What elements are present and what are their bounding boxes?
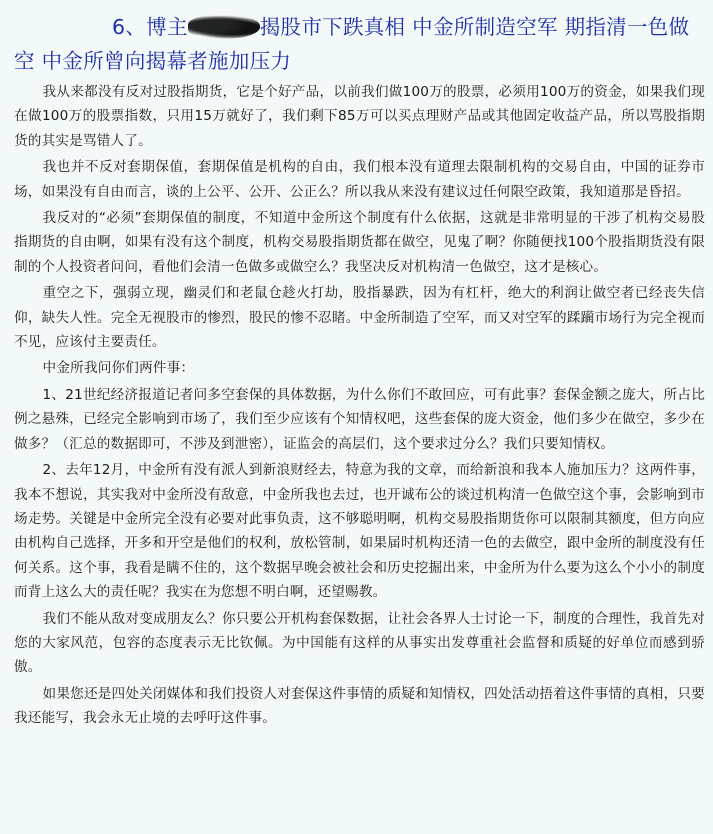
paragraph-1: 我从来都没有反对过股指期货，它是个好产品，以前我们做100万的股票，必须用100万的资金，如果我们现在做100万的股票指数，只用15万就好了，我们剩下85万可以买点理财产品或其他固定收益产品，所以骂股指期货的其实是骂错人了。 bbox=[14, 84, 705, 149]
paragraph-2: 我也并不反对套期保值，套期保值是机构的自由，我们根本没有道理去限制机构的交易自由，中国的证券市场，如果没有自由而言，谈的上公平、公开、公正么？所以我从来没有建议过任何限空政策，我知道那是昏招。 bbox=[14, 159, 705, 200]
paragraph-7: 2、去年12月，中金所有没有派人到新浪财经去，特意为我的文章，而给新浪和我本人施加压力？这两件事，我本不想说，其实我对中金所没有敌意，中金所我也去过，也开诚布公的谈过机构清一色做空这个事，会影响到市场走势。关键是中金所完全没有必要对此事负责，这不够聪明啊，机构交易股指期货你可以限制其额度，但方向应由机构自己选择，开多和开空是他们的权利，放松管制，如果届时机构还清一色的去做空，跟中金所的制度没有任何关系。这个事，我看是瞒不住的，这个数据早晚会被社会和历史挖掘出来，中金所为什么要为这么个小小的制度而背上这么大的责任呢？我实在为您想不明白啊，还望赐教。 bbox=[14, 462, 705, 601]
paragraph-6: 1、21世纪经济报道记者问多空套保的具体数据，为什么你们不敢回应，可有此事？套保金额之庞大，所占比例之悬殊，已经完全影响到市场了，我们至少应该有个知情权吧，这些套保的庞大资金，他们多少在做空，多少在做多？（汇总的数据即可，不涉及到泄密），证监会的高层们，这个要求过分么？我们只要知情权。 bbox=[14, 386, 705, 452]
redacted-name-blot bbox=[188, 15, 260, 39]
article-title bbox=[14, 10, 705, 78]
paragraph-9: 如果您还是四处关闭媒体和我们投资人对套保这件事情的质疑和知情权，四处活动捂着这件事情的真相，只要我还能写，我会永无止境的去呼吁这件事。 bbox=[14, 685, 705, 727]
article-body bbox=[14, 80, 705, 731]
paragraph-4: 重空之下，强弱立现，幽灵们和老鼠仓趁火打劫，股指暴跌，因为有杠杆，绝大的利润让做空者已经丧失信仰，缺失人性。完全无视股市的惨烈，股民的惨不忍睹。中金所制造了空军，而又对空军的蹂躏市场行为完全视而不见，应该付主要责任。 bbox=[14, 285, 705, 351]
paragraph-5: 中金所我问你们两件事： bbox=[42, 360, 195, 377]
paragraph-3: 我反对的“必须”套期保值的制度，不知道中金所这个制度有什么依据，这就是非常明显的干涉了机构交易股指期货的自由啊，如果有没有这个制度，机构交易股指期货都在做空，见鬼了啊？你随便找100个股指期货没有限制的个人投资者问问，看他们会清一色做多或做空么？我坚决反对机构清一色做空，这才是核心。 bbox=[14, 210, 705, 275]
paragraph-8: 我们不能从敌对变成朋友么？你只要公开机构套保数据，让社会各界人士讨论一下，制度的合理性，我首先对您的大家风范，包容的态度表示无比钦佩。为中国能有这样的从事实出发尊重社会监督和质疑的好单位而感到骄傲。 bbox=[14, 610, 705, 676]
title-suffix: 揭股市下跌真相 中金所制造空军 期指清一色做空 中金所曾向揭幕者施加压力 bbox=[14, 15, 690, 73]
title-prefix: 6、博主 bbox=[112, 15, 188, 39]
